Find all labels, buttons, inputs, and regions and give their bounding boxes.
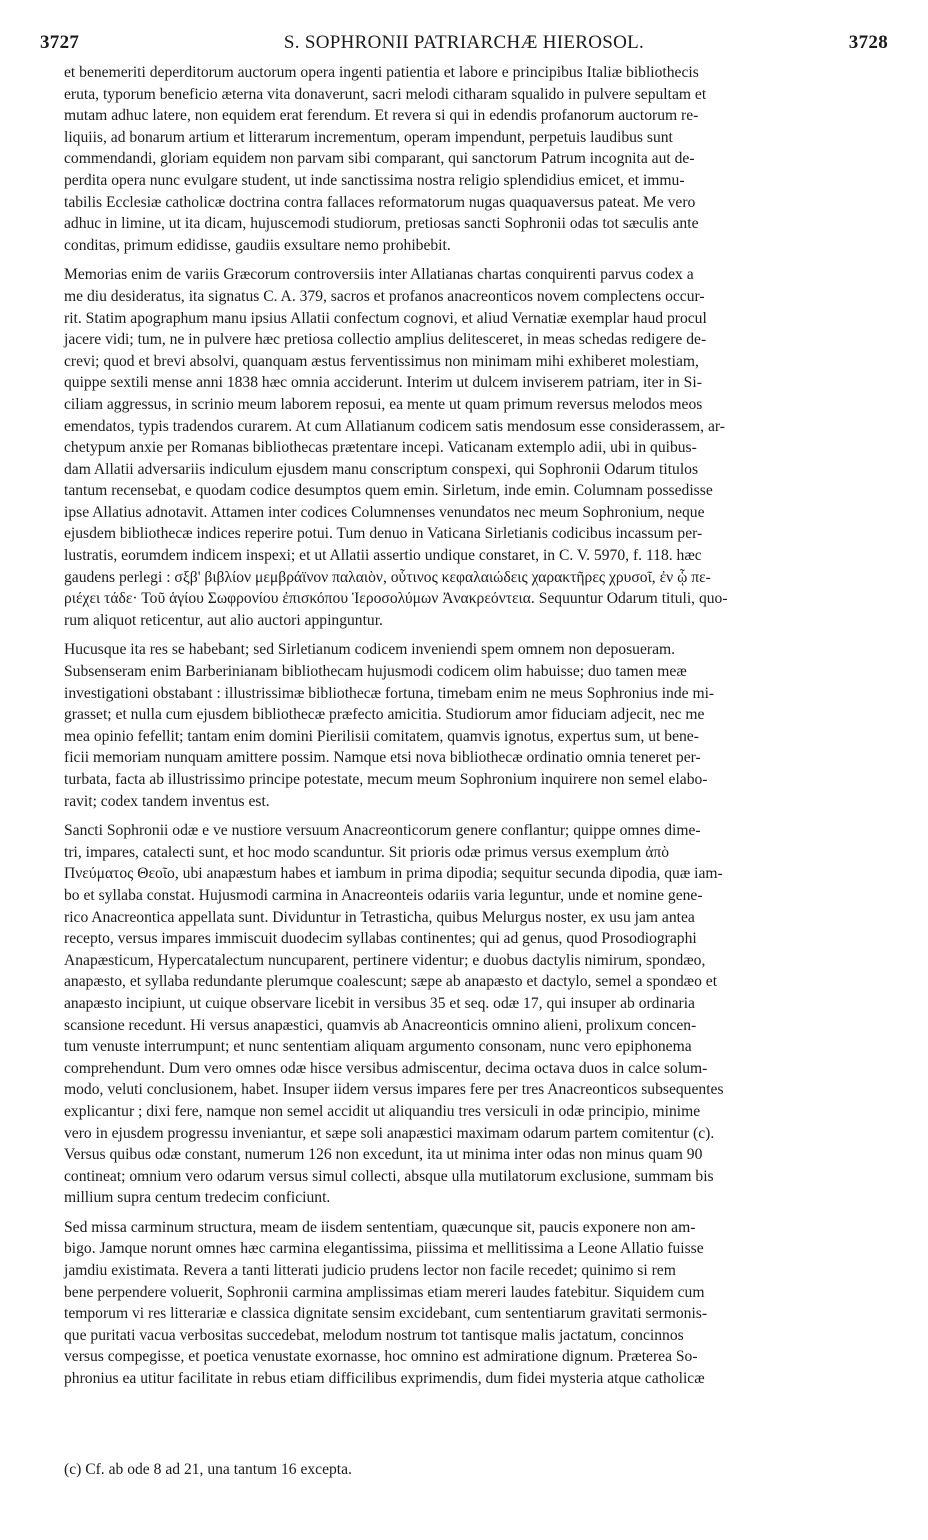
text-line: liquiis, ad bonarum artium et litterarum incrementum, operam impendunt, perpetuis laudibus sunt <box>64 128 673 146</box>
text-line: tum venuste interrumpunt; et nunc sententiam aliquam argumento consonam, nunc vero epiphonema <box>64 1038 692 1056</box>
text-line: Hucusque ita res se habebant; sed Sirletianum codicem inveniendi spem omnem non deposueram. <box>64 641 676 659</box>
text-line: turbata, facta ab illustrissimo principe potestate, mecum meum Sophronium inquirere non semel elabo- <box>64 771 708 788</box>
text-line: ριέχει τάδε· Τοῦ ἁγίου Σωφρονίου ἐπισκόπου Ἱεροσολύμων Ἀνακρεόντεια. Sequuntur Odarum tituli, quo- <box>64 590 728 608</box>
text-line: commendandi, gloriam equidem non parvam sibi comparant, qui sanctorum Patrum incognita aut de- <box>64 150 695 168</box>
text-line: bigo. Jamque norunt omnes hæc carmina elegantissima, piissima et mellitissima a Leone Allatio fuisse <box>64 1240 704 1258</box>
text-line: ficii memoriam nunquam amittere possim. Namque etsi nova bibliothecæ ordinatio omnia teneret per- <box>64 749 701 767</box>
text-line: Anapæsticum, Hypercatalectum nuncuparent, pertinere videntur; e duobus dactylis nimirum, spondæo, <box>64 951 706 969</box>
text-line: temporum vi res litterariæ e classica dignitate sensim excidebant, cum sententiarum gravitati sermonis- <box>64 1305 708 1323</box>
text-line: lustratis, eorumdem indicem inspexi; et ut Allatii assertio undique constaret, in C. V. 5970, f. 118. hæc <box>64 547 702 565</box>
footnote: (c) Cf. ab ode 8 ad 21, una tantum 16 excepta. <box>64 1461 352 1478</box>
text-line: Sancti Sophronii odæ e ve nustiore versuum Anacreonticorum genere conflantur; quippe omnes dime- <box>64 822 701 840</box>
text-line: rit. Statim apographum manu ipsius Allatii confectum cognovi, et aliud Vernatiæ exemplar haud procul <box>64 309 707 327</box>
text-line: tri, impares, catalecti sunt, et hoc modo scanduntur. Sit prioris odæ primus versus exemplum ἀπὸ <box>64 843 670 861</box>
text-line: investigationi obstabant : illustrissimæ bibliothecæ fortuna, timebam enim ne meus Sophronius inde mi- <box>64 684 715 702</box>
text-line: anapæsto incipiunt, ut cuique observare licebit in versibus 35 et seq. odæ 17, qui insuper ab ordinaria <box>64 994 695 1012</box>
text-line: crevi; quod et brevi absolvi, quanquam æstus ferventissimus non minimam mihi exhiberet molestiam, <box>64 352 699 370</box>
text-line: jamdiu existimata. Revera a tanti litterati judicio prudens lector non facile recedet; quinimo si rem <box>64 1262 676 1280</box>
text-line: scansione recedunt. Hi versus anapæstici, quamvis ab Anacreonticis omnino alieni, prolixum concen- <box>64 1016 697 1034</box>
text-line: rum aliquot reticentur, aut alio auctori appinguntur. <box>64 611 383 629</box>
text-line: tabilis Ecclesiæ catholicæ doctrina contra fallaces reformatorum nugas quaquaversus pateat. Me vero <box>64 193 696 211</box>
text-line: Subsenseram enim Barberinianam bibliothecam hujusmodi codicem olim habuisse; duo tamen meæ <box>64 663 687 681</box>
text-line: recepto, versus impares immiscuit duodecim syllabas continentes; qui ad genus, quod Prosodiographi <box>64 930 697 948</box>
body-text <box>64 62 898 1390</box>
text-line: anapæsto, et syllaba redundante plerumque coalescunt; sæpe ab anapæsto et dactylo, semel a spondæo et <box>64 973 718 991</box>
paragraph <box>64 639 898 812</box>
text-line: conditas, primum edidisse, gaudiis exsultare nemo prohibebit. <box>64 236 451 254</box>
text-line: bo et syllaba constat. Hujusmodi carmina in Anacreonteis odariis varia leguntur, unde et nomine gene- <box>64 886 703 904</box>
text-line: phronius ea utitur facilitate in rebus etiam difficilibus exprimendis, dum fidei mysteria atque catholicæ <box>64 1370 705 1388</box>
text-line: ciliam aggressus, in scrinio meum laborem reposui, ea mente ut quam primum reversus melodos meos <box>64 395 703 413</box>
page-header <box>40 32 888 58</box>
running-title: S. SOPHRONII PATRIARCHÆ HIEROSOL. <box>283 32 645 53</box>
text-line: quippe sextili mense anni 1838 hæc omnia acciderunt. Interim ut dulcem inviserem patriam, iter in Si- <box>64 374 702 392</box>
paragraph <box>64 62 898 256</box>
paragraph <box>64 1217 898 1390</box>
text-line: dam Allatii adversariis indiculum ejusdem manu conscriptum conspexi, qui Sophronii Odarum titulos <box>64 460 699 478</box>
paragraph <box>64 820 898 1209</box>
text-line: contineat; omnium vero odarum versus simul collecti, absque ulla mutilatorum exclusione, summam bis <box>64 1167 714 1185</box>
text-line: rico Anacreontica appellata sunt. Dividuntur in Tetrasticha, quibus Melurgus noster, ex usu jam antea <box>64 908 695 926</box>
text-line: et benemeriti deperditorum auctorum opera ingenti patientia et labore e principibus Italiæ bibliothecis <box>64 64 699 81</box>
text-line: mutam adhuc latere, non equidem erat ferendum. Et revera si qui in edendis profanorum auctorum re- <box>64 107 699 125</box>
text-line: chetypum anxie per Romanas bibliothecas prætentare incepi. Vaticanam extemplo adii, ubi in quibus- <box>64 439 697 457</box>
column-number-right: 3728 <box>848 32 888 53</box>
text-line: grasset; et nulla cum ejusdem bibliothecæ præfecto amicitia. Studiorum amor fiduciam adjecit, nec me <box>64 706 705 724</box>
text-line: explicantur ; dixi fere, namque non semel accidit ut aliquandiu tres versiculi in odæ principio, minime <box>64 1102 701 1120</box>
paragraph <box>64 264 898 631</box>
text-line: ejusdem bibliothecæ indices reperire potui. Tum denuo in Vaticana Sirletianis codicibus incassum per- <box>64 525 703 543</box>
text-line: tantum recensebat, e quodam codice desumptos quem emin. Sirletum, inde emin. Columnam possedisse <box>64 482 713 500</box>
text-line: millium supra centum tredecim conficiunt. <box>64 1189 331 1207</box>
text-line: Memorias enim de variis Græcorum controversiis inter Allatianas chartas conquirenti parvus codex a <box>64 266 694 284</box>
text-line: mea opinio fefellit; tantam enim domini Pierilisii comitatem, quamvis ignotus, expertus sum, ut bene- <box>64 727 699 745</box>
text-line: eruta, typorum beneficio æterna vita donaverunt, sacri melodi citharam squalido in pulvere sepultam et <box>64 85 707 103</box>
text-line: perdita opera nunc evulgare student, ut inde sanctissima nostra religio splendidius emicet, et immu- <box>64 171 685 189</box>
text-line: me diu desideratus, ita signatus C. A. 379, sacros et profanos anacreonticos novem complectens occur- <box>64 287 705 305</box>
text-line: que puritati vacua verbositas succedebat, melodum nostrum tot tantisque malis jactatum, concinnos <box>64 1326 684 1344</box>
text-line: bene perpendere voluerit, Sophronii carmina amplissimas etiam mereri laudes fatebitur. Siquidem cum <box>64 1283 705 1301</box>
text-line: comprehendunt. Dum vero omnes odæ hisce versibus admiscentur, decima octava duos in calce solum- <box>64 1059 708 1077</box>
text-line: emendatos, typis tradendos curarem. At cum Allatianum codicem satis mendosum esse considerassem, ar- <box>64 417 725 435</box>
text-line: versus compegisse, et poetica venustate exornasse, hoc omnino est admiratione dignum. Præterea So- <box>64 1348 698 1366</box>
text-line: Versus quibus odæ constant, numerum 126 non excedunt, ita ut minima inter odas non minus quam 90 <box>64 1146 703 1164</box>
column-number-left: 3727 <box>40 32 80 53</box>
text-line: modo, veluti conclusionem, habet. Insuper iidem versus impares fere per tres Anacreonticos subsequentes <box>64 1081 724 1099</box>
text-line: gaudens perlegi : σξβ' βιβλίον μεμβράϊνον παλαιὸν, οὗτινος κεφαλαιώδεις χαρακτῆρες χρυσοῖ, ἐν ᾧ πε- <box>64 568 711 586</box>
text-line: ipse Allatius adnotavit. Attamen inter codices Columnenses venundatos nec meum Sophronium, neque <box>64 503 705 521</box>
text-line: adhuc in limine, ut ita dicam, hujuscemodi studiorum, pretiosas sancti Sophronii odas tot sæculis ante <box>64 215 699 233</box>
text-line: ravit; codex tandem inventus est. <box>64 792 270 810</box>
text-line: Sed missa carminum structura, meam de iisdem sententiam, quæcunque sit, paucis exponere non am- <box>64 1218 696 1236</box>
text-line: Πνεύματος Θεοῖο, ubi anapæstum habes et iambum in prima dipodia; sequitur secunda dipodia, quæ iam- <box>64 865 723 883</box>
text-line: jacere vidi; tum, ne in pulvere hæc pretiosa collectio amplius delitesceret, in meas schedas redigere de- <box>64 331 707 349</box>
text-line: vero in ejusdem progressu inveniantur, et sæpe soli anapæstici maximam odarum partem comitentur (c). <box>64 1124 715 1142</box>
